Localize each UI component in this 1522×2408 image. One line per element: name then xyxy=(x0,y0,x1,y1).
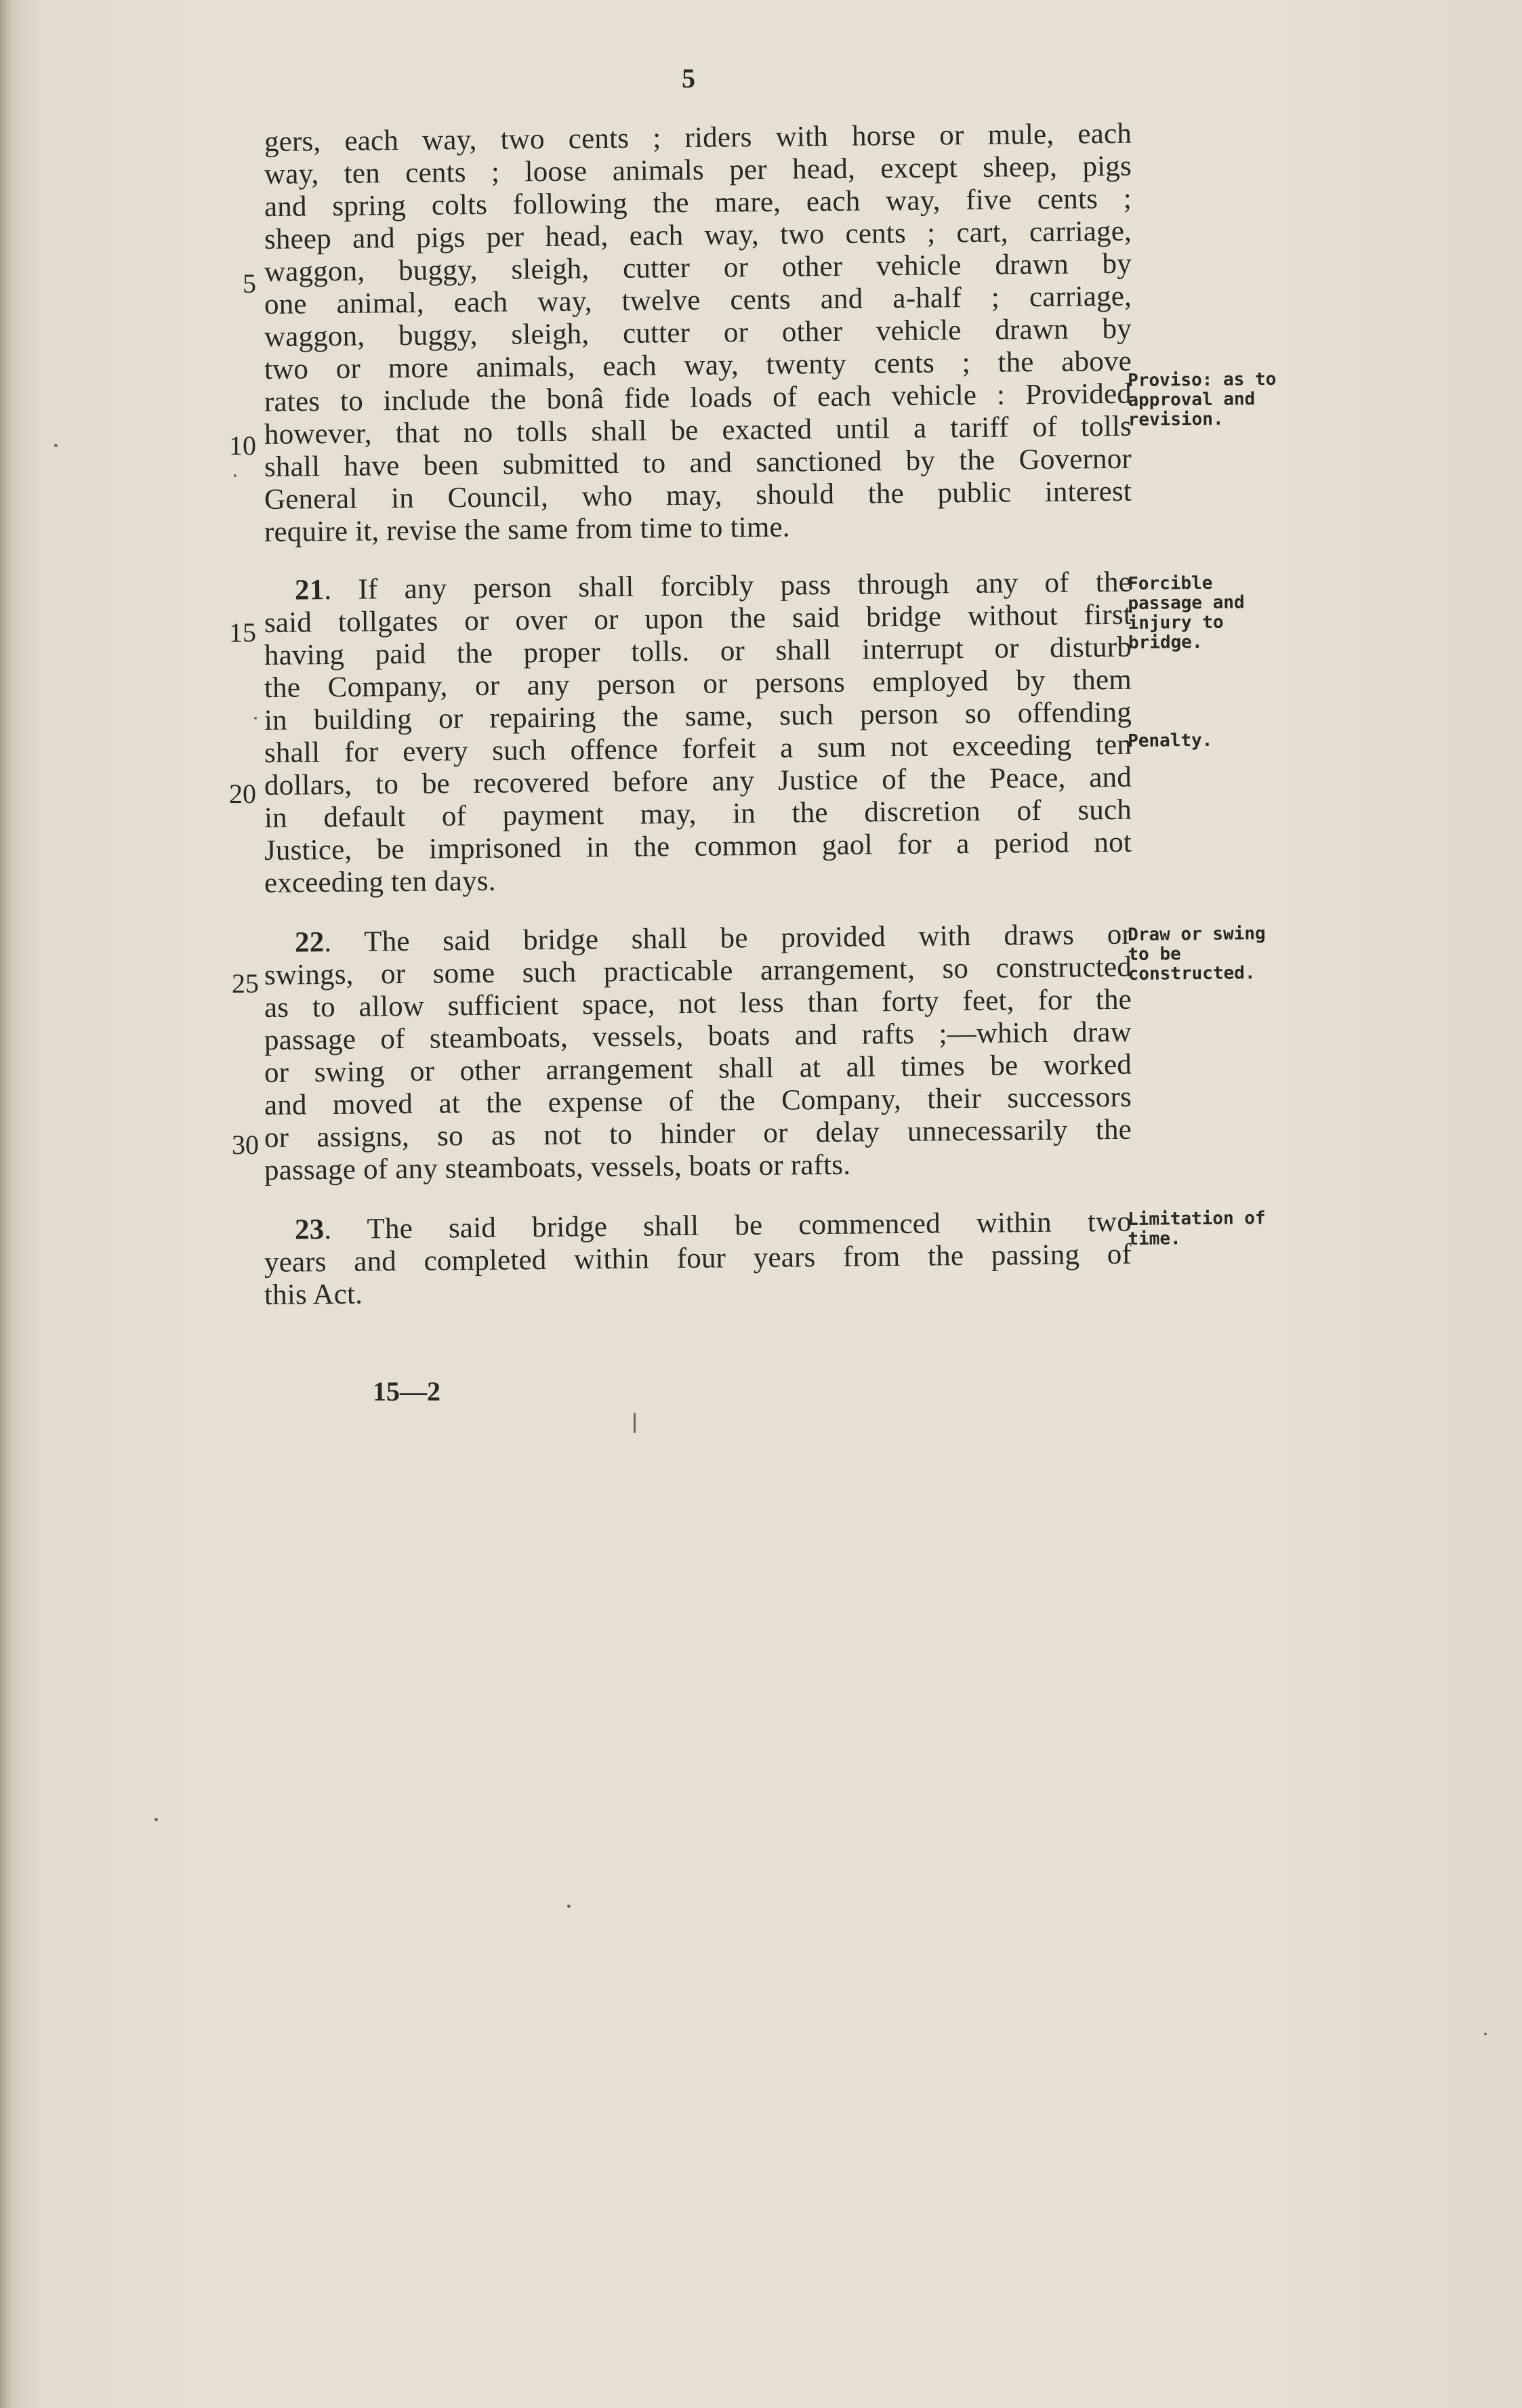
line-number-15: 15 xyxy=(229,617,256,648)
section-22-text: . The said bridge shall be provided with draws or xyxy=(324,918,1132,959)
paper-speck xyxy=(155,1818,158,1821)
margin-note-forcible-passage: Forcible passage and injury to bridge. xyxy=(1127,573,1245,653)
body-line-16: having paid the proper tolls. or shall interrupt or disturb xyxy=(264,631,1132,671)
pencil-mark xyxy=(634,1413,636,1433)
body-line-22: Justice, be imprisoned in the common gaol for a period not xyxy=(264,826,1132,867)
body-line-34: this Act. xyxy=(264,1278,363,1311)
line-number-5: 5 xyxy=(243,268,256,299)
body-line-15: said tollgates or over or upon the said bridge without first xyxy=(264,598,1132,639)
body-line-33: years and completed within four years from the passing of xyxy=(264,1238,1132,1279)
margin-note-penalty: Penalty. xyxy=(1127,730,1213,751)
body-line-13: require it, revise the same from time to time. xyxy=(264,511,790,548)
body-line-28: or swing or other arrangement shall at all times be worked xyxy=(264,1048,1132,1089)
margin-note-proviso: Proviso: as to approval and revision. xyxy=(1127,369,1277,430)
body-line-10: however, that no tolls shall be exacted until a tariff of tolls xyxy=(264,410,1132,451)
section-21-text: . If any person shall forcibly pass through any of the xyxy=(324,566,1132,606)
margin-note-limitation: Limitation of time. xyxy=(1127,1208,1266,1249)
body-line-27: passage of steamboats, vessels, boats and rafts ;—which draw xyxy=(264,1016,1132,1056)
margin-note-draw-or-swing: Draw or swing to be constructed. xyxy=(1127,923,1266,984)
paper-speck xyxy=(1484,2033,1487,2035)
body-line-26: as to allow sufficient space, not less than forty feet, for the xyxy=(264,983,1132,1024)
body-line-19: shall for every such offence forfeit a sum not exceeding ten xyxy=(264,728,1132,769)
body-line-8: two or more animals, each way, twenty cents ; the above xyxy=(264,345,1132,386)
line-number-20: 20 xyxy=(229,779,256,809)
paper-speck xyxy=(254,717,257,720)
page-number: 5 xyxy=(682,63,695,94)
signature-mark: 15—2 xyxy=(373,1376,440,1407)
body-line-7: waggon, buggy, sleigh, cutter or other vehicle drawn by xyxy=(264,312,1132,353)
paper-speck xyxy=(54,444,58,447)
line-number-10: 10 xyxy=(229,430,256,461)
body-line-9: rates to include the bonâ fide loads of each vehicle : Provided xyxy=(264,377,1132,418)
body-line-25: swings, or some such practicable arrangement, so constructed xyxy=(264,951,1132,991)
line-number-25: 25 xyxy=(232,968,259,999)
page-binding-edge xyxy=(0,0,9,2408)
body-line-31: passage of any steamboats, vessels, boats or rafts. xyxy=(264,1148,851,1186)
body-line-2: way, ten cents ; loose animals per head, except sheep, pigs xyxy=(264,150,1132,190)
body-line-12: General in Council, who may, should the public interest xyxy=(264,475,1132,516)
body-line-11: shall have been submitted to and sanctioned by the Governor xyxy=(264,442,1132,483)
body-line-5: waggon, buggy, sleigh, cutter or other vehicle drawn by xyxy=(264,247,1132,288)
body-line-20: dollars, to be recovered before any Justice of the Peace, and xyxy=(264,761,1132,802)
paper-speck xyxy=(567,1905,571,1908)
body-line-21: in default of payment may, in the discretion of such xyxy=(264,793,1132,834)
body-line-4: sheep and pigs per head, each way, two cents ; cart, carriage, xyxy=(264,215,1132,255)
body-line-29: and moved at the expense of the Company, their successors xyxy=(264,1081,1132,1121)
section-number-23: 23 xyxy=(294,1213,325,1246)
section-number-21: 21 xyxy=(294,574,325,606)
body-line-1: gers, each way, two cents ; riders with horse or mule, each xyxy=(264,117,1132,158)
line-number-30: 30 xyxy=(232,1129,259,1160)
section-23-text: . The said bridge shall be commenced within two xyxy=(324,1205,1132,1246)
body-line-30: or assigns, so as not to hinder or delay unnecessarily the xyxy=(264,1113,1132,1154)
body-line-17: the Company, or any person or persons employed by them xyxy=(264,663,1132,704)
section-number-22: 22 xyxy=(294,926,325,959)
body-line-6: one animal, each way, twelve cents and a-half ; carriage, xyxy=(264,280,1132,320)
paper-speck xyxy=(234,474,236,477)
body-line-18: in building or repairing the same, such person so offending xyxy=(264,696,1132,736)
body-line-3: and spring colts following the mare, each way, five cents ; xyxy=(264,182,1132,223)
body-line-23: exceeding ten days. xyxy=(264,865,496,899)
